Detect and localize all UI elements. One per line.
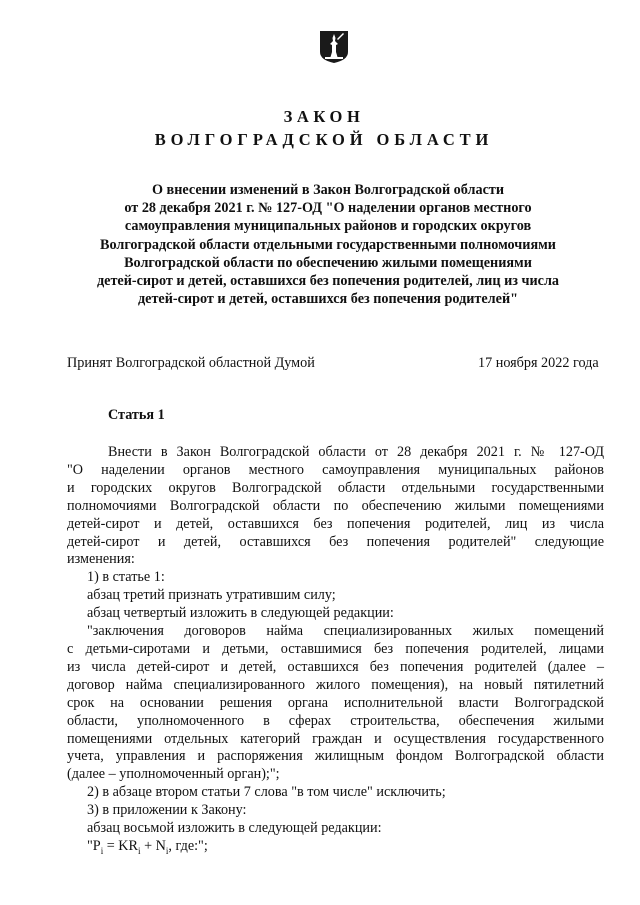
body-line: области, уполномоченного в сферах строительства, обеспечения жилыми [67,712,604,729]
body-line: учета, управления и распоряжения жилищным фондом Волгоградской области [67,748,604,765]
article-body [67,444,604,861]
body-line: договор найма специализированного жилого помещения), на новый пятилетний [67,676,604,693]
formula-part: + N [140,837,166,854]
body-line: детей-сирот и детей, оставшихся без попечения родителей" следующие [67,533,604,550]
body-line: изменения: [67,551,135,568]
body-line: абзац третий признать утратившим силу; [87,587,336,604]
law-region-title: ВОЛГОГРАДСКОЙ ОБЛАСТИ [154,130,494,149]
body-line: (далее – уполномоченный орган);"; [67,766,280,783]
body-line: Внести в Закон Волгоградской области от 28 декабря 2021 г. № 127-ОД [108,444,604,460]
body-line: "О наделении органов местного самоуправления муниципальных районов [67,461,604,478]
formula-subscript: i [100,845,104,856]
body-line: 1) в статье 1: [87,569,165,586]
body-line: 3) в приложении к Закону: [87,802,247,819]
body-line: и городских округов Волгоградской области отдельными государственными [67,479,604,496]
subject-line: самоуправления муниципальных районов и городских округов [124,218,532,235]
body-line: детей-сирот и детей, оставшихся без попечения родителей, лиц из числа [67,515,604,532]
law-title: ЗАКОН [283,107,365,126]
body-line: из числа детей-сирот и детей, оставшихся без попечения родителей (далее – [67,658,604,675]
body-line: с детьми-сиротами и детьми, оставшимися без попечения родителей, лицами [67,640,604,657]
formula-subscript: i [138,845,141,856]
formula-part: , где:"; [168,837,208,854]
formula-subscript: i [165,845,169,856]
adopted-by: Принят Волгоградской областной Думой [67,355,315,371]
subject-line: Волгоградской области по обеспечению жилыми помещениями [124,254,532,271]
body-line: помещениями отдельных категорий граждан и осуществления государственного [67,730,604,747]
body-line: абзац восьмой изложить в следующей редакции: [87,820,382,837]
subject-line: О внесении изменений в Закон Волгоградской области [151,182,505,198]
subject-line: от 28 декабря 2021 г. № 127-ОД "О наделении органов местного [124,200,532,217]
body-line: абзац четвертый изложить в следующей редакции: [87,605,394,622]
formula-line [67,838,604,861]
body-line: полномочиями Волгоградской области по обеспечению жилыми помещениями [67,497,604,514]
body-line: 2) в абзаце втором статьи 7 слова "в том числе" исключить; [87,784,446,801]
body-line: срок на основании решения органа исполнительной власти Волгоградской [67,694,604,711]
subject-line: детей-сирот и детей, оставшихся без попечения родителей" [137,291,518,308]
adoption-date: 17 ноября 2022 года [478,355,599,371]
formula-part: = KR [103,837,139,854]
subject-line: детей-сирот и детей, оставшихся без попечения родителей, лиц из числа [96,273,560,290]
body-line: "заключения договоров найма специализированных жилых помещений [87,623,604,640]
coat-of-arms-icon [319,30,349,64]
article-heading: Статья 1 [108,407,165,423]
formula-part: "P [87,837,101,854]
subject-line: Волгоградской области отдельными государственными полномочиями [100,236,556,253]
law-subject [0,181,640,308]
